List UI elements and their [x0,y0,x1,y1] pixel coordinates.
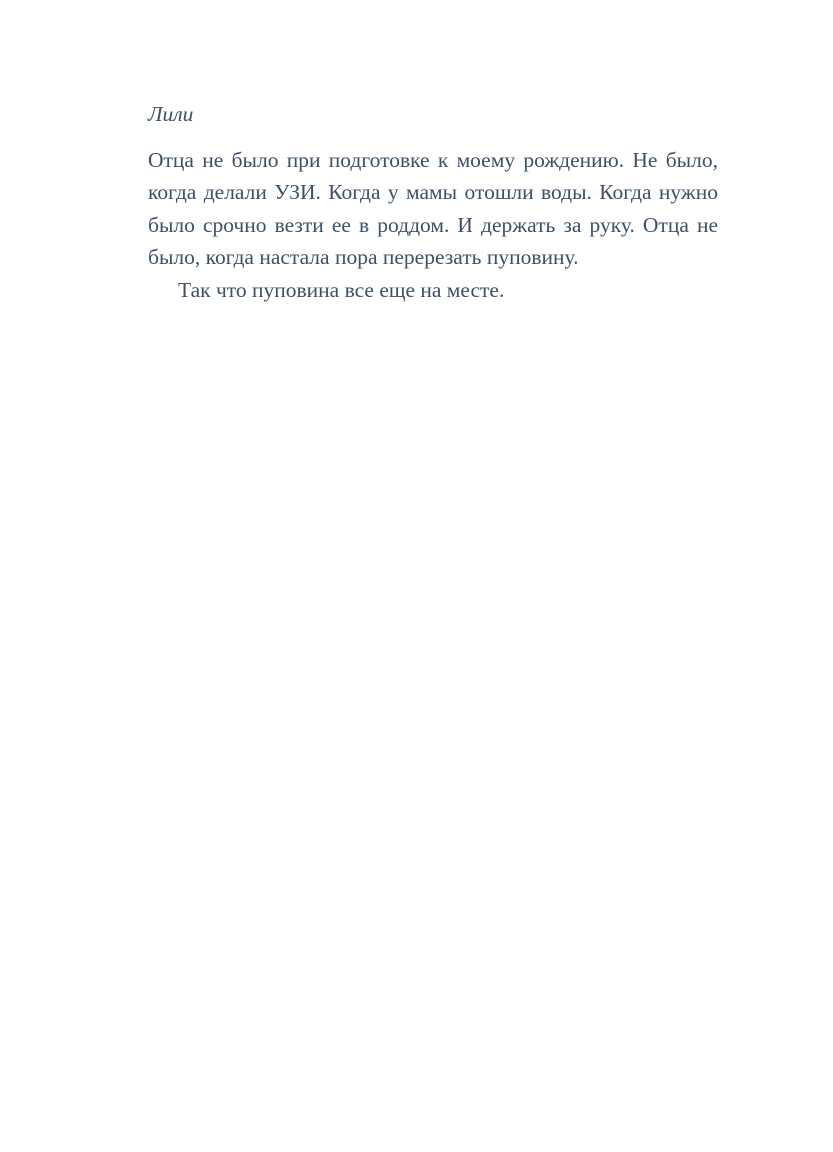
paragraph-2: Так что пуповина все еще на месте. [178,277,505,302]
paragraph-1: Отца не было при подготовке к моему рождению. Не было, когда делали УЗИ. Когда у мамы отошли воды. Когда нужно было срочно везти ее в роддом. И держать за руку. Отца не было, когда настала пора перерезать пуповину. [148,147,718,269]
speaker-name: Лили [148,102,194,126]
text-block [148,98,718,306]
